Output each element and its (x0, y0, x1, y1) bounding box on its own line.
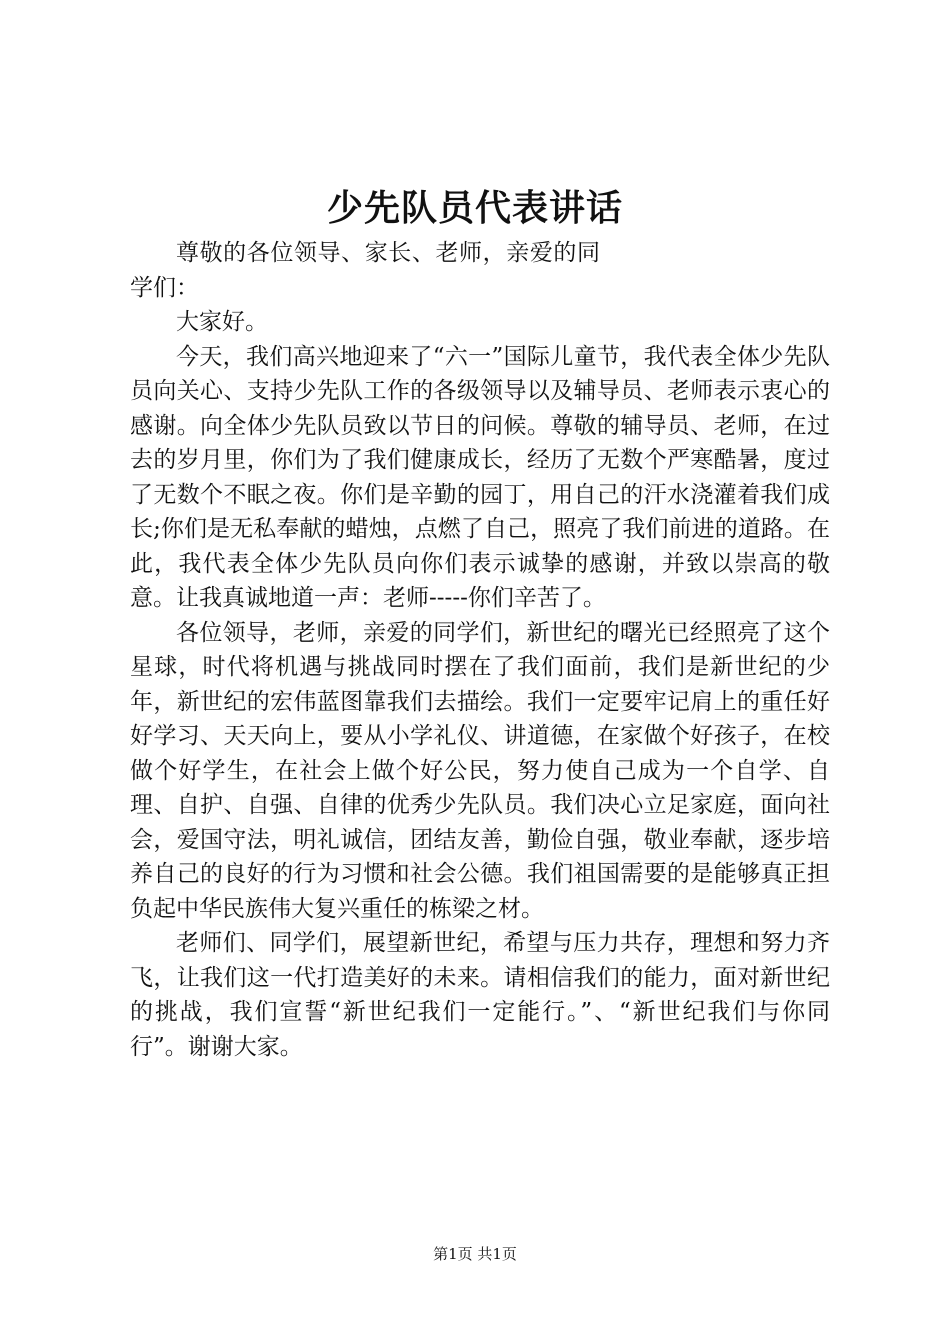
pledge-paragraph: 各位领导，老师，亲爱的同学们，新世纪的曙光已经照亮了这个星球，时代将机遇与挑战同时摆在了我们面前，我们是新世纪的少年，新世纪的宏伟蓝图靠我们去描绘。我们一定要牢记肩上的重任好好学习、天天向上，要从小学礼仪、讲道德，在家做个好孩子，在校做个好学生，在社会上做个好公民，努力使自己成为一个自学、自理、自护、自强、自律的优秀少先队员。我们决心立足家庭，面向社会，爱国守法，明礼诚信，团结友善，勤俭自强，敬业奉献，逐步培养自己的良好的行为习惯和社会公德。我们祖国需要的是能够真正担负起中华民族伟大复兴重任的栋梁之材。 (130, 619, 830, 922)
opening-paragraph: 大家好。 (176, 309, 268, 335)
closing-paragraph: 老师们、同学们，展望新世纪，希望与压力共存，理想和努力齐飞，让我们这一代打造美好的未来。请相信我们的能力，面对新世纪的挑战，我们宣誓“新世纪我们一定能行。”、“新世纪我们与你同行”。谢谢大家。 (130, 930, 830, 1060)
page-title: 少先队员代表讲话 (326, 187, 623, 229)
greeting-paragraph: 尊敬的各位领导、家长、老师，亲爱的同学们： (130, 240, 600, 301)
speech-body (130, 236, 830, 1064)
thanks-paragraph: 今天，我们高兴地迎来了“六一”国际儿童节，我代表全体少先队员向关心、支持少先队工作的各级领导以及辅导员、老师表示衷心的感谢。向全体少先队员致以节日的问候。尊敬的辅导员、老师，在过去的岁月里，你们为了我们健康成长，经历了无数个严寒酷暑，度过了无数个不眠之夜。你们是辛勤的园丁，用自己的汗水浇灌着我们成长;你们是无私奉献的蜡烛，点燃了自己，照亮了我们前进的道路。在此，我代表全体少先队员向你们表示诚挚的感谢，并致以崇高的敬意。让我真诚地道一声：老师-----你们辛苦了。 (130, 343, 830, 611)
page-number-footer: 第1页 共1页 (433, 1245, 517, 1263)
